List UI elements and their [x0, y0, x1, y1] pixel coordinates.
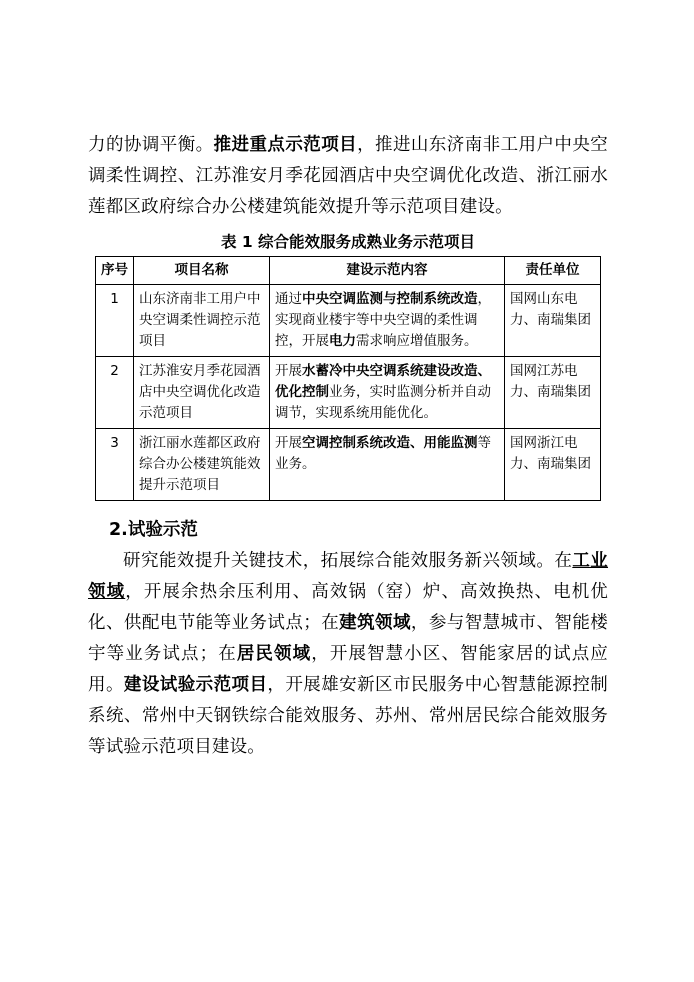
paragraph-text: ，开展智慧小区、智能家居的试点应用。	[88, 644, 608, 695]
cell-unit: 国网浙江电力、南瑞集团	[505, 429, 601, 501]
content-text: 需求响应增值服务。	[356, 333, 478, 349]
cell-project-name: 浙江丽水莲都区政府综合办公楼建筑能效提升示范项目	[134, 429, 270, 501]
table-row	[96, 285, 601, 357]
content-text: 业务，实时监测分析并自动调节，实现系统用能优化。	[275, 384, 491, 421]
content-text: ，实现商业楼宇等中央空调的柔性调控，开展	[275, 291, 491, 349]
content-bold: 电力	[329, 333, 356, 349]
cell-project-name: 山东济南非工用户中央空调柔性调控示范项目	[134, 285, 270, 357]
content-text: 开展	[275, 363, 302, 379]
paragraph-text: ，开展雄安新区市民服务中心智慧能源控制系统、常州中天钢铁综合能效服务、苏州、常州居民综合能效服务等试验示范项目建设。	[88, 675, 608, 757]
paragraph-text: ，开展余热余压利用、高效锅（窑）炉、高效换热、电机优化、供配电节能等业务试点；在	[88, 582, 609, 633]
paragraph-bold: 建设试验示范项目	[123, 675, 268, 695]
paragraph-bold-underline: 工业领域	[88, 551, 609, 602]
table-header-content: 建设示范内容	[270, 257, 505, 285]
paragraph-bold: 建筑领域	[339, 613, 411, 633]
table-header-row	[96, 257, 601, 285]
section-2-paragraph	[88, 546, 608, 763]
paragraph-bold: 居民领域	[236, 644, 312, 664]
cell-content	[270, 357, 505, 429]
content-bold: 水蓄冷中央空调系统建设改造、优化控制	[275, 363, 491, 400]
paragraph-lead-text: 力的协调平衡。	[88, 135, 214, 155]
table-caption: 表 1 综合能效服务成熟业务示范项目	[220, 233, 476, 251]
cell-unit: 国网山东电力、南瑞集团	[505, 285, 601, 357]
content-text: 等业务。	[275, 435, 491, 472]
cell-project-name: 江苏淮安月季花园酒店中央空调优化改造示范项目	[134, 357, 270, 429]
paragraph-tail-text: ，推进山东济南非工用户中央空调柔性调控、江苏淮安月季花园酒店中央空调优化改造、浙江丽水莲都区政府综合办公楼建筑能效提升等示范项目建设。	[88, 135, 608, 217]
table-header-no: 序号	[96, 257, 134, 285]
cell-content	[270, 285, 505, 357]
cell-unit: 国网江苏电力、南瑞集团	[505, 357, 601, 429]
paragraph-text: 研究能效提升关键技术，拓展综合能效服务新兴领域。在	[123, 551, 573, 571]
content-bold: 中央空调监测与控制系统改造	[302, 291, 478, 307]
cell-no: 2	[96, 357, 134, 429]
content-bold: 空调控制系统改造、用能监测	[302, 435, 478, 451]
cell-no: 1	[96, 285, 134, 357]
paragraph-text: ，参与智慧城市、智能楼宇等业务试点；在	[88, 613, 608, 664]
paragraph-continuation	[88, 130, 608, 223]
paragraph-bold-phrase: 推进重点示范项目	[213, 135, 358, 155]
content-text: 开展	[275, 435, 302, 451]
section-heading-2: 2.试验示范	[109, 520, 198, 540]
content-text: 通过	[275, 291, 302, 307]
table-header-unit: 责任单位	[505, 257, 601, 285]
demo-projects-table	[95, 256, 601, 501]
table-row	[96, 429, 601, 501]
document-body	[88, 130, 608, 763]
table-row	[96, 357, 601, 429]
table-header-name: 项目名称	[134, 257, 270, 285]
cell-content	[270, 429, 505, 501]
cell-no: 3	[96, 429, 134, 501]
